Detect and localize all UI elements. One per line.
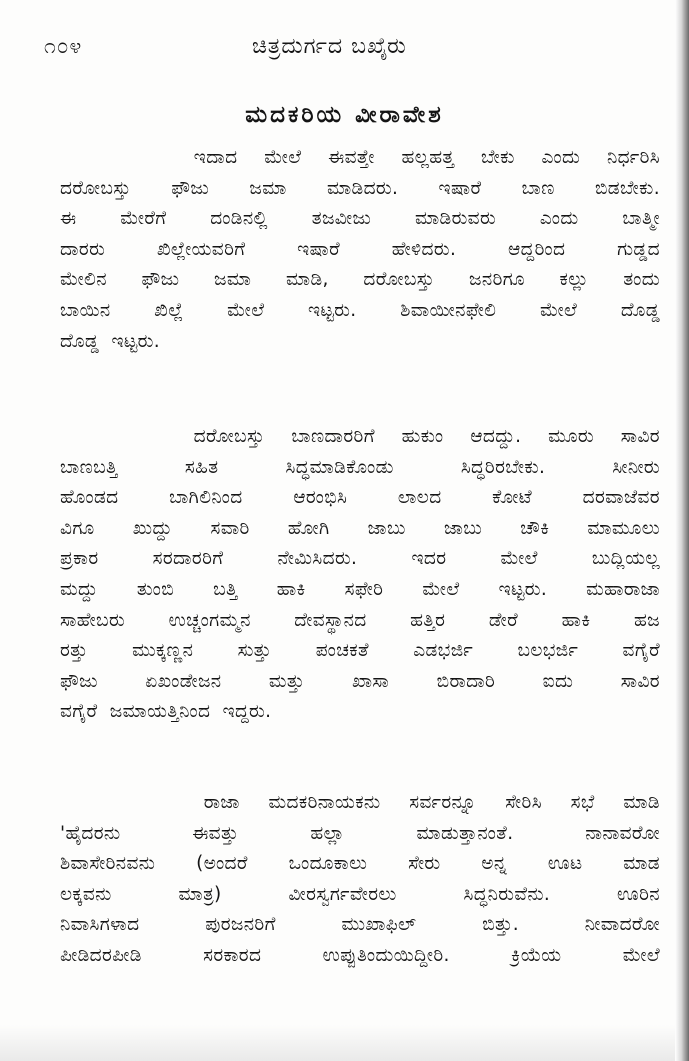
running-title: ಚಿತ್ರದುರ್ಗದ ಬಖೈರು: [252, 34, 407, 59]
text-line: ಈ ಮೇರೆಗೆ ದಂಡಿನಲ್ಲಿ ತಜವೀಜು ಮಾಡಿರುವರು ಎಂದು ಬಾತ್ಮೀ: [60, 208, 660, 230]
page-number: ೧೦೪: [44, 34, 83, 58]
paragraph-3: [60, 788, 660, 972]
text-line: ದಾರರು ಖಿಲ್ಲೇಯವರಿಗೆ ಇಷಾರೆ ಹೇಳಿದರು. ಆದ್ದರಿಂದ ಗುಡ್ಡದ: [60, 238, 660, 260]
text-line: ಪೀಡಿದರಪೀಡಿ ಸರಕಾರದ ಉಪ್ಪುತಿಂದುಯಿದ್ದೀರಿ. ಕ್ರಿಯೆಯ ಮೇಲೆ: [60, 944, 660, 966]
text-line: ನಿವಾಸಿಗಳಾದ ಪುರಜನರಿಗೆ ಮುಖಾಫಿಲ್ ಬಿತ್ತು. ನೀವಾದರೋ: [60, 914, 660, 936]
text-line: ರಾಜಾ ಮದಕರಿನಾಯಕನು ಸರ್ವರನ್ನೂ ಸೇರಿಸಿ ಸಭೆ ಮಾಡಿ: [60, 792, 660, 813]
text-line: ಪ್ರಕಾರ ಸರದಾರರಿಗೆ ನೇಮಿಸಿದರು. ಇದರ ಮೇಲೆ ಬುದ್ಲಿಯಲ್ಲ: [60, 548, 660, 570]
scan-edge-shadow: [675, 0, 689, 1061]
text-line: ವಗೈರೆ ಜಮಾಯತ್ತಿನಿಂದ ಇದ್ದರು.: [60, 701, 272, 723]
text-line: ಲಕ್ಕವನು ಮಾತ್ರ) ವೀರಸ್ವರ್ಗವೇರಲು ಸಿದ್ಧನಿರುವೆನು. ಊರಿನ: [60, 883, 660, 905]
chapter-title: ಮದಕರಿಯ ವೀರಾವೇಶ: [245, 102, 444, 128]
text-line: 'ಹೈದರನು ಈವತ್ತು ಹಲ್ಲಾ ಮಾಡುತ್ತಾನಂತೆ. ನಾನಾವರೋ: [60, 822, 660, 844]
paragraph-2: [60, 422, 660, 728]
text-line: ರತ್ತು ಮುಕ್ಕಣ್ಣನ ಸುತ್ತು ಪಂಚಕತೆ ಎಡಭರ್ಜಿ ಬಲಭರ್ಜಿ ವಗೈರೆ: [60, 640, 660, 662]
text-line: ದರೋಬಸ್ತು ಬಾಣದಾರರಿಗೆ ಹುಕುಂ ಆದದ್ದು. ಮೂರು ಸಾವಿರ: [60, 426, 660, 447]
text-line: ಇದಾದ ಮೇಲೆ ಈವತ್ತೇ ಹಲ್ಲಹತ್ತ ಬೇಕು ಎಂದು ನಿರ್ಧರಿಸಿ: [60, 147, 660, 168]
scan-bottom-shade: [0, 1025, 689, 1061]
text-line: ಬಾಣಬತ್ತಿ ಸಹಿತ ಸಿದ್ಧಮಾಡಿಕೊಂಡು ಸಿದ್ಧರಿರಬೇಕು. ಸೀನೀರು: [60, 456, 660, 478]
text-line: ದೊಡ್ಡ ಇಟ್ಟರು.: [60, 330, 161, 352]
text-line: ಬಾಯಿನ ಖಿಲ್ಲೆ ಮೇಲೆ ಇಟ್ಟರು. ಶಿವಾಯೀನಫೇಲಿ ಮೇಲೆ ದೊಡ್ಡ: [60, 299, 660, 321]
text-line: ಮೇಲಿನ ಫೌಜು ಜಮಾ ಮಾಡಿ, ದರೋಬಸ್ತು ಜನರಿಗೂ ಕಲ್ಲು ತಂದು: [60, 269, 660, 291]
text-line: ಹೊಂಡದ ಬಾಗಿಲಿನಿಂದ ಆರಂಭಿಸಿ ಲಾಲದ ಕೋಟೆ ದರವಾಜೆವರ: [60, 487, 660, 509]
text-line: ಸಾಹೇಬರು ಉಚ್ಚಂಗಮ್ಮನ ದೇವಸ್ಥಾನದ ಹತ್ತಿರ ಡೇರೆ ಹಾಕಿ ಹಜ: [60, 609, 660, 631]
text-line: ಶಿವಾಸೇರಿನವನು (ಅಂದರೆ ಒಂದೂಕಾಲು ಸೇರು ಅನ್ನ ಊಟ ಮಾಡ: [60, 853, 660, 875]
text-line: ಫೌಜು ಏಖಂಡೇಜನ ಮತ್ತು ಖಾಸಾ ಬಿರಾದಾರಿ ಐದು ಸಾವಿರ: [60, 670, 660, 692]
text-line: ವಿಗೂ ಖುದ್ದು ಸವಾರಿ ಹೋಗಿ ಜಾಬು ಜಾಬು ಚೌಕಿ ಮಾಮೂಲು: [60, 517, 660, 539]
text-line: ದರೋಬಸ್ತು ಫೌಜು ಜಮಾ ಮಾಡಿದರು. ಇಷಾರೆ ಬಾಣ ಬಿಡಬೇಕು.: [60, 177, 660, 199]
text-line: ಮದ್ದು ತುಂಬಿ ಬತ್ತಿ ಹಾಕಿ ಸಫೇರಿ ಮೇಲೆ ಇಟ್ಟರು. ಮಹಾರಾಜಾ: [60, 578, 660, 600]
paragraph-1: [60, 143, 660, 357]
running-header: [44, 34, 644, 68]
